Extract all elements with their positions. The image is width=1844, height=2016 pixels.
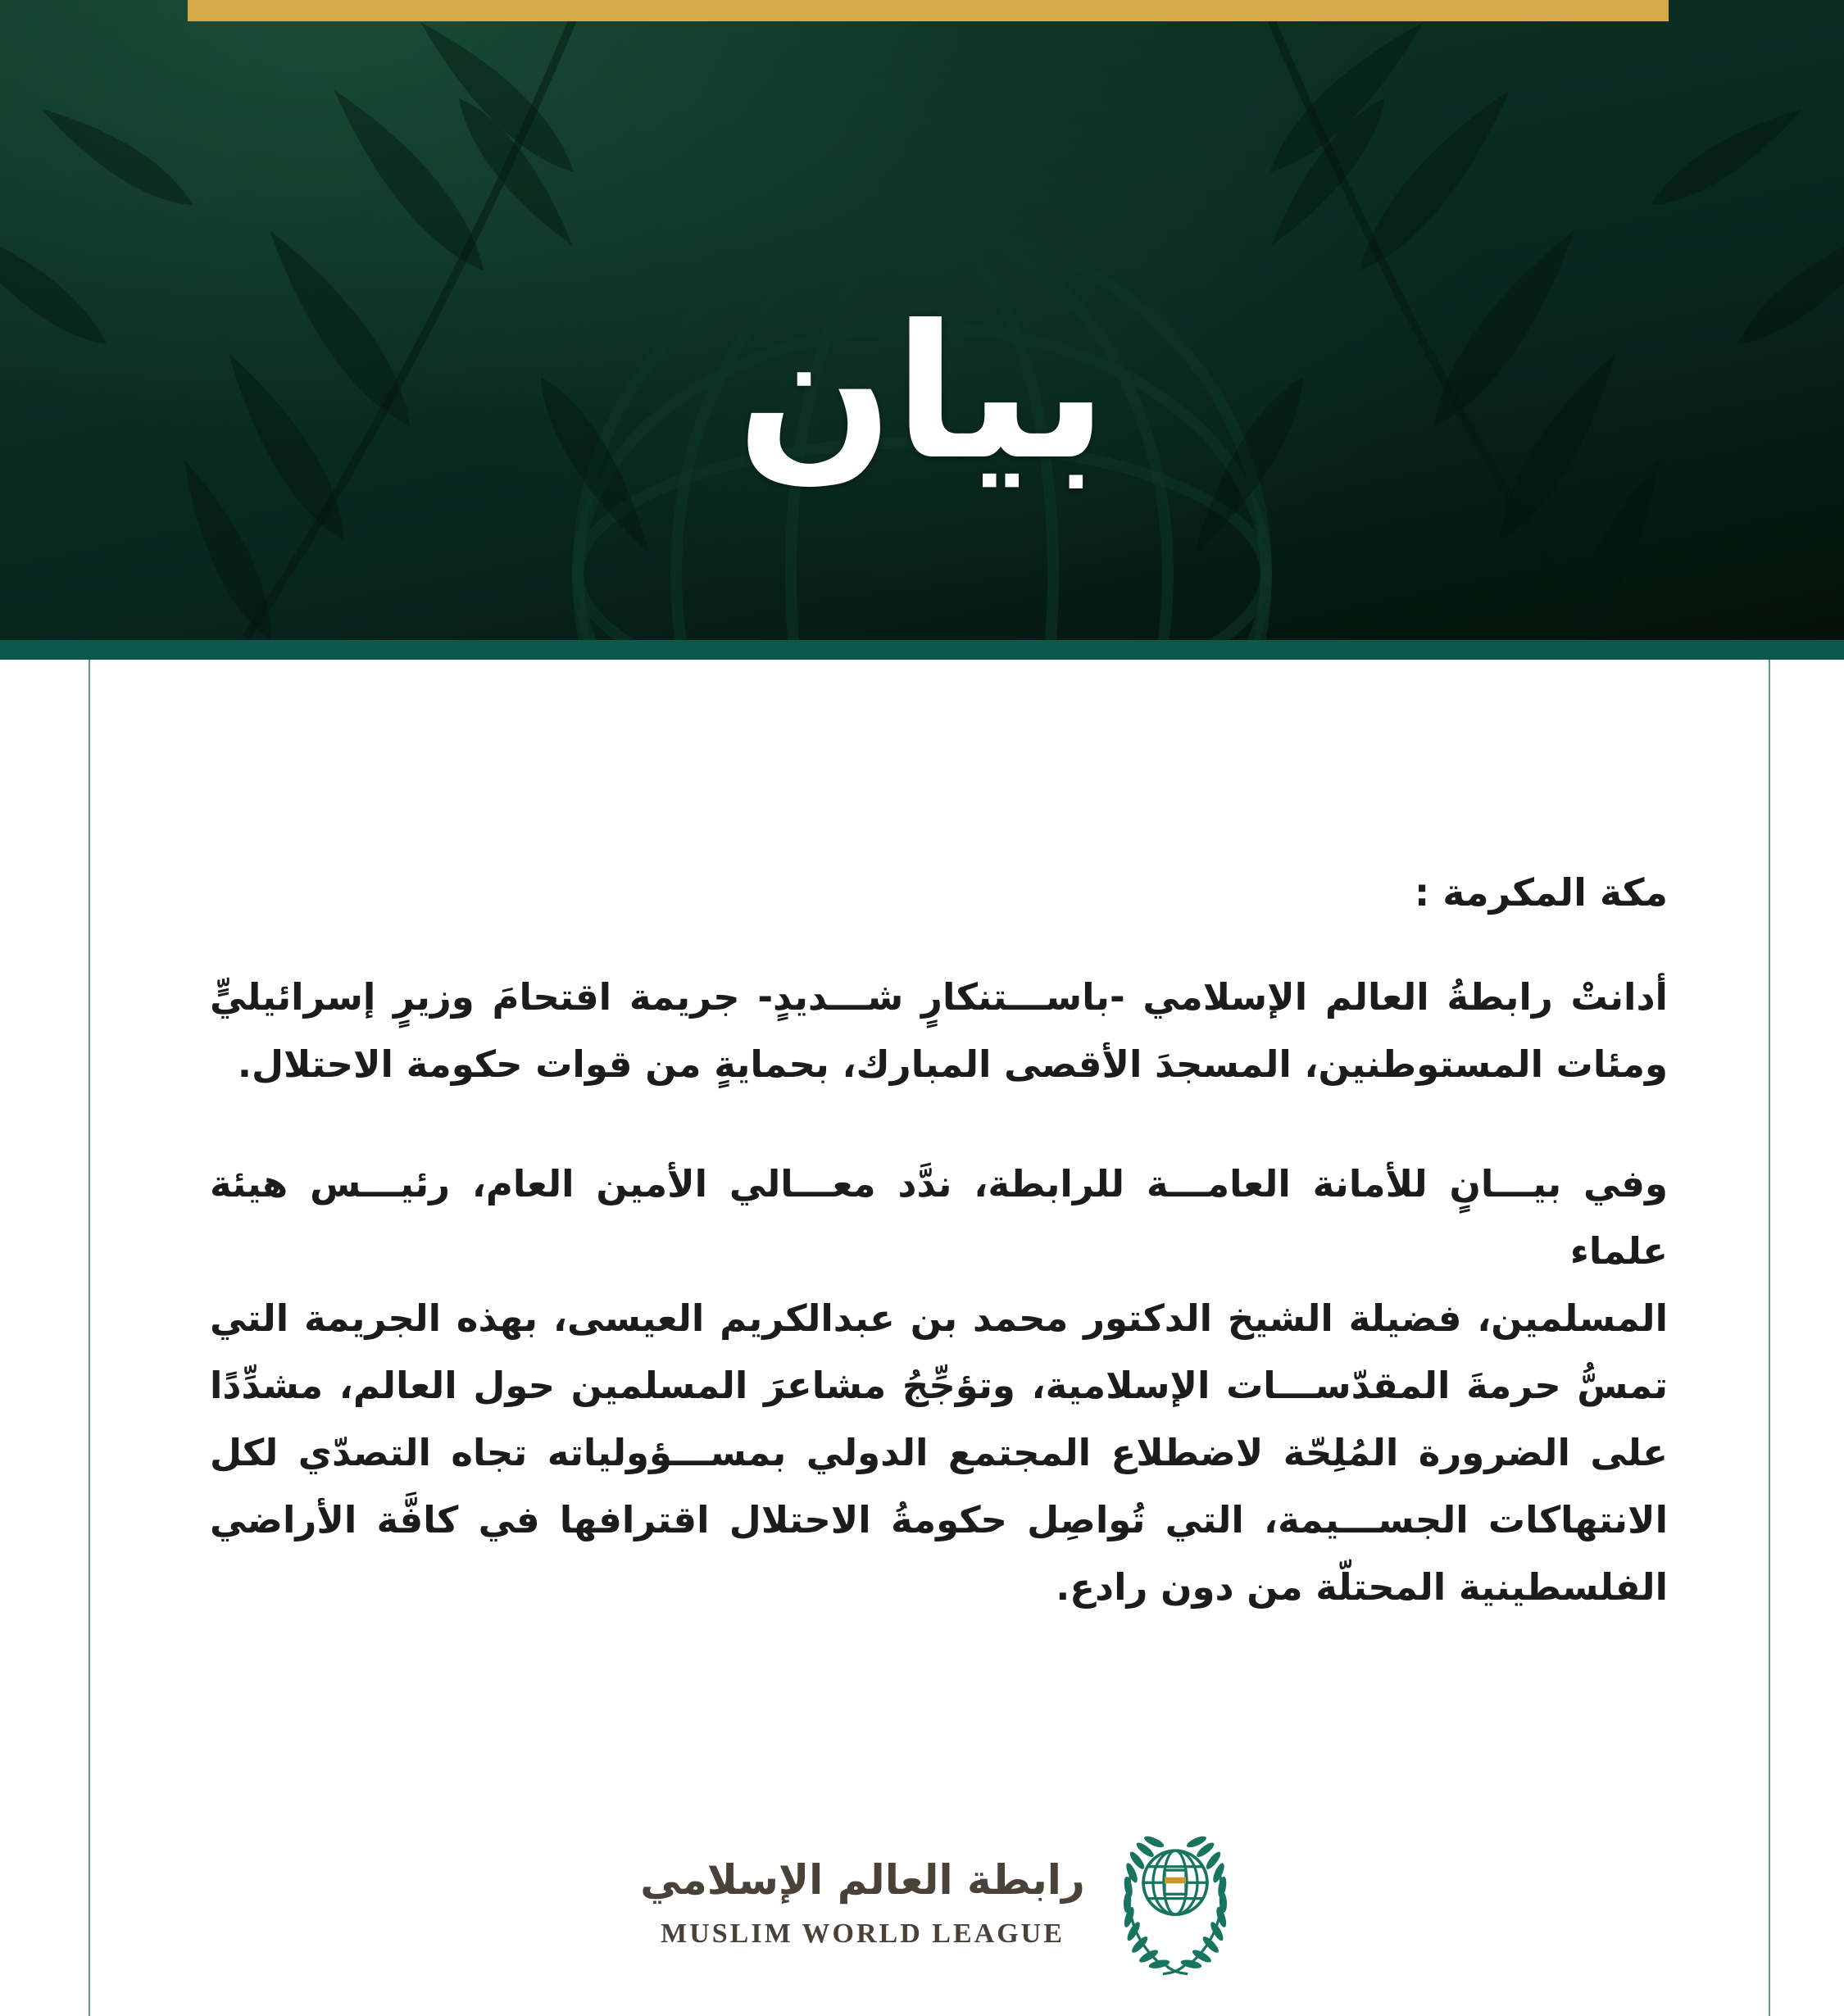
mwl-emblem-icon	[1113, 1826, 1238, 1978]
statement-body	[90, 660, 1770, 2016]
mwl-logo	[210, 1826, 1668, 1978]
statement-paragraph-2	[210, 1151, 1668, 1621]
statement-line: وفي بيـــانٍ للأمانة العامـــة للرابطة، ندَّد معـــالي الأمين العام، رئيـــس هيئة علماء	[210, 1162, 1668, 1273]
statement-paragraph-1	[210, 964, 1668, 1098]
mwl-english-name: MUSLIM WORLD LEAGUE	[661, 1918, 1065, 1950]
header-divider-band	[0, 640, 1844, 660]
statement-line: تمسُّ حرمةَ المقدّســـات الإسلامية، وتؤجِّجُ مشاعرَ المسلمين حول العالم، مشدِّدًا	[210, 1364, 1668, 1407]
statement-line: على الضرورة المُلِحّة لاضطلاع المجتمع الدولي بمســـؤولياته تجاه التصدّي لكل	[210, 1431, 1668, 1474]
statement-line: الانتهاكات الجســـيمة، التي تُواصِل حكومةُ الاحتلال اقترافها في كافَّة الأراضي	[210, 1498, 1668, 1542]
statement-line: المسلمين، فضيلة الشيخ الدكتور محمد بن عبدالكريم العيسى، بهذه الجريمة التي	[210, 1296, 1668, 1340]
header-banner	[0, 0, 1844, 640]
statement-line: ومئات المستوطنين، المسجدَ الأقصى المبارك، بحمايةٍ من قوات حكومة الاحتلال.	[237, 1042, 1668, 1086]
statement-calligraphy-title: بيان	[736, 286, 1108, 501]
mwl-arabic-name: رابطة العالم الإسلامي	[640, 1855, 1085, 1904]
statement-line: الفلسطينية المحتلّة من دون رادع.	[1056, 1565, 1668, 1609]
statement-line: أدانتْ رابطةُ العالم الإسلامي -باســـتنكارٍ شـــديدٍ- جريمة اقتحامَ وزيرٍ إسرائيليٍّ	[210, 975, 1668, 1019]
gold-accent-bar	[188, 0, 1669, 21]
mwl-logo-wordmark	[640, 1855, 1084, 1950]
dateline-makkah: مكة المكرمة :	[1414, 870, 1668, 915]
kaaba-icon	[1165, 1870, 1186, 1894]
